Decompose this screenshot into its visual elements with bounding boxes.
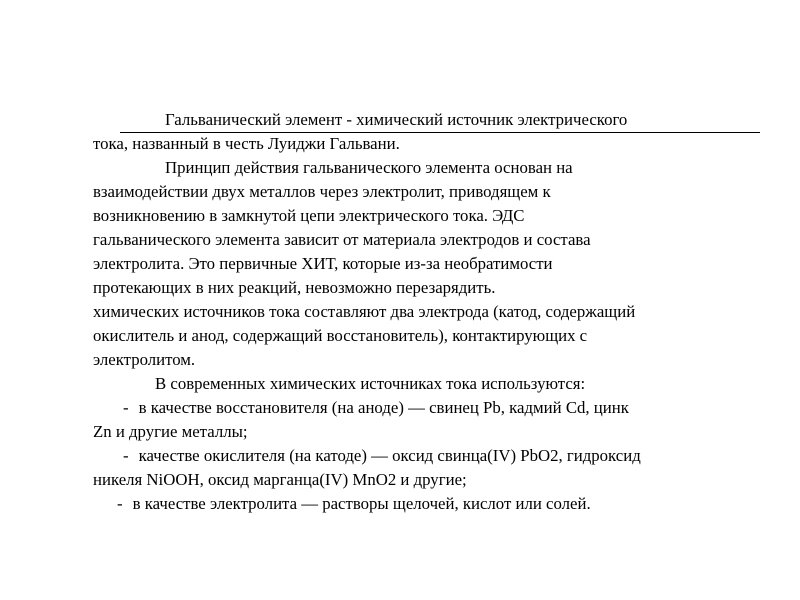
paragraph-2-line-1: Принцип действия гальванического элемента основан на	[165, 158, 573, 177]
paragraph-2-line-6: протекающих в них реакций, невозможно перезарядить.	[93, 278, 496, 297]
paragraph-1-line-2: тока, названный в честь Луиджи Гальвани.	[93, 134, 400, 153]
list-item-2-dash: -	[123, 446, 129, 465]
paragraph-2-line-2: взаимодействии двух металлов через электролит, приводящем к	[93, 182, 551, 201]
paragraph-3-line-2: окислитель и анод, содержащий восстановитель), контактирующих с	[93, 326, 588, 345]
list-item-3-line-1: в качестве электролита — растворы щелочей, кислот или солей.	[132, 494, 591, 513]
list-item-1-dash: -	[123, 398, 129, 417]
paragraph-1-line-1: Гальванический элемент - химический источник электрического	[165, 110, 628, 129]
list-item-2-line-2: никеля NiOOH, оксид марганца(IV) MnO2 и другие;	[93, 470, 467, 489]
list-item-3-dash: -	[117, 494, 123, 513]
list-item-3	[93, 492, 753, 516]
list-item-1-line-1: в качестве восстановителя (на аноде) — свинец Pb, кадмий Cd, цинк	[138, 398, 629, 417]
list-item-1	[93, 396, 753, 420]
paragraph-3-line-1: химических источников тока составляют два электрода (катод, содержащий	[93, 302, 636, 321]
paragraph-2-line-3: возникновению в замкнутой цепи электрического тока. ЭДС	[93, 206, 525, 225]
paragraph-2-line-4: гальванического элемента зависит от материала электродов и состава	[93, 230, 591, 249]
list-item-2-line-1: качестве окислителя (на катоде) — оксид свинца(IV) PbO2, гидроксид	[138, 446, 641, 465]
paragraph-3-line-3: электролитом.	[93, 350, 196, 369]
list-item-2	[93, 444, 753, 468]
list-item-1-line-2: Zn и другие металлы;	[93, 422, 248, 441]
paragraph-2-line-5: электролита. Это первичные ХИТ, которые из-за необратимости	[93, 254, 553, 273]
slide-text	[93, 108, 753, 516]
paragraph-4-line-1: В современных химических источниках тока используются:	[155, 374, 586, 393]
